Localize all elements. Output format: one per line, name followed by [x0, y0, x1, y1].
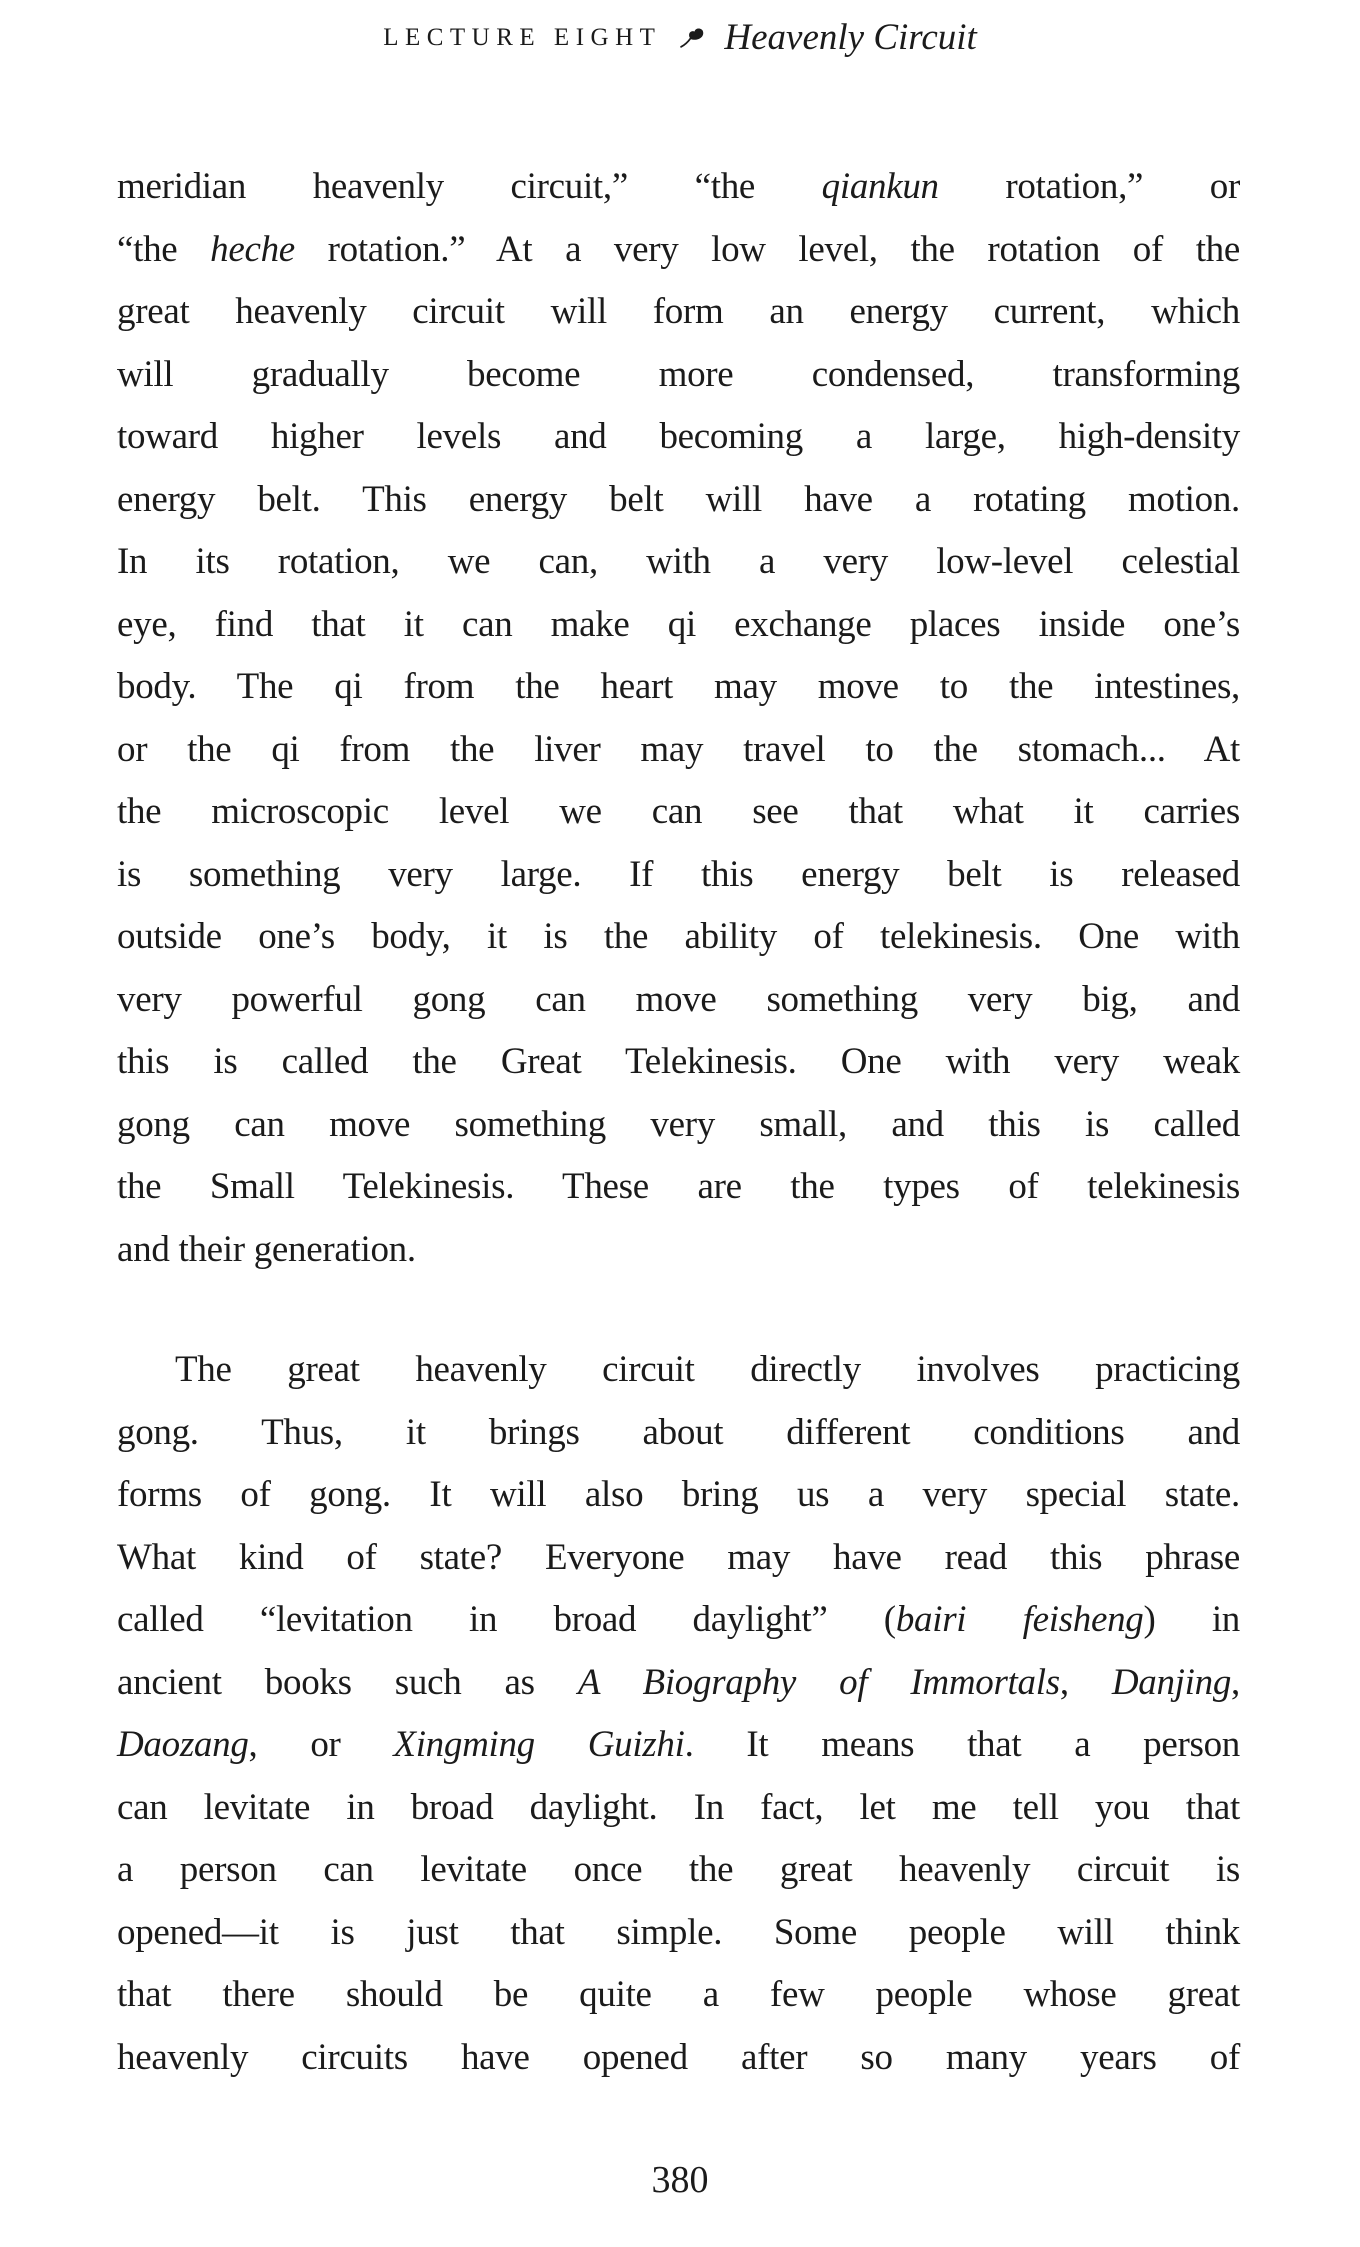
- text-line: body. The qi from the heart may move to the intestines,: [117, 666, 1240, 707]
- body-text: [117, 156, 1240, 2089]
- text-line: this is called the Great Telekinesis. One with very weak: [117, 1041, 1240, 1082]
- text-line: the Small Telekinesis. These are the types of telekinesis: [117, 1166, 1240, 1207]
- paragraph: [117, 156, 1240, 1281]
- hedera-leaf-icon: [679, 25, 706, 57]
- text-line: that there should be quite a few people whose great: [117, 1974, 1240, 2015]
- text-line: meridian heavenly circuit,” “the qiankun rotation,” or: [117, 166, 1240, 207]
- text-line: In its rotation, we can, with a very low-level celestial: [117, 541, 1240, 582]
- text-line: “the heche rotation.” At a very low level, the rotation of the: [117, 228, 1241, 270]
- text-line: is something very large. If this energy belt is released: [117, 853, 1240, 895]
- text-line: ancient books such as A Biography of Immortals, Danjing,: [117, 1661, 1240, 1703]
- text-line: outside one’s body, it is the ability of telekinesis. One with: [117, 916, 1240, 957]
- text-line: very powerful gong can move something very big, and: [117, 978, 1240, 1020]
- paragraph: [117, 1339, 1240, 2089]
- text-line: forms of gong. It will also bring us a very special state.: [117, 1474, 1240, 1515]
- text-line: The great heavenly circuit directly involves practicing: [175, 1349, 1240, 1390]
- text-line: gong can move something very small, and this is called: [117, 1103, 1240, 1145]
- text-line: great heavenly circuit will form an energy current, which: [117, 291, 1240, 332]
- text-line: or the qi from the liver may travel to the stomach... At: [117, 728, 1240, 770]
- text-line: energy belt. This energy belt will have a rotating motion.: [117, 478, 1240, 520]
- text-line: What kind of state? Everyone may have read this phrase: [117, 1536, 1240, 1578]
- lecture-label: LECTURE EIGHT: [383, 24, 662, 51]
- chapter-title: Heavenly Circuit: [724, 17, 977, 58]
- text-line: the microscopic level we can see that what it carries: [117, 791, 1240, 832]
- text-line: will gradually become more condensed, transforming: [117, 353, 1240, 395]
- text-line: eye, find that it can make qi exchange places inside one’s: [117, 603, 1240, 645]
- text-line: Daozang, or Xingming Guizhi. It means that a person: [117, 1724, 1240, 1765]
- running-header: [0, 16, 1360, 59]
- text-line: opened—it is just that simple. Some people will think: [117, 1911, 1240, 1953]
- page-footer: [0, 2158, 1360, 2202]
- page-number: 380: [651, 2159, 709, 2201]
- text-line: toward higher levels and becoming a large, high-density: [117, 416, 1240, 457]
- text-line: and their generation.: [117, 1228, 416, 1270]
- text-line: gong. Thus, it brings about different conditions and: [117, 1411, 1240, 1453]
- text-line: heavenly circuits have opened after so many years of: [117, 2036, 1240, 2078]
- text-line: can levitate in broad daylight. In fact, let me tell you that: [117, 1786, 1240, 1828]
- text-line: a person can levitate once the great heavenly circuit is: [117, 1849, 1240, 1890]
- text-line: called “levitation in broad daylight” (bairi feisheng) in: [117, 1599, 1241, 1640]
